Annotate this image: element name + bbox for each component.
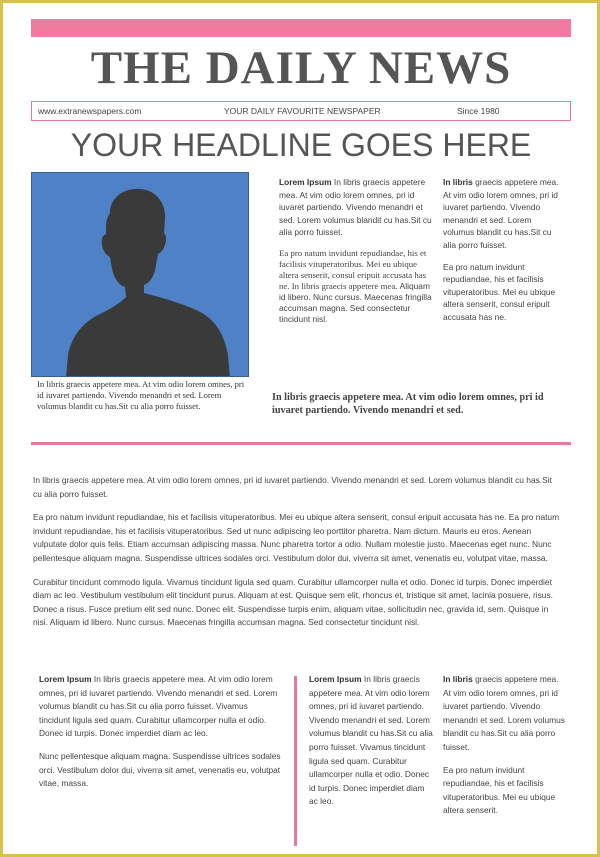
bottom-column-3 — [443, 673, 565, 827]
photo-caption: In libris graecis appetere mea. At vim odio lorem omnes, pri id iuvaret partiendo. Vivendo menandri et sed. Lorem volumus blandit cu has.Sit cu alia porro fuisset. — [37, 379, 245, 411]
top-column-1-paragraph-1: Lorem Ipsum In libris graecis appetere mea. At vim odio lorem omnes, pri id iuvaret partiendo. Vivendo menandri et sed. Lorem volumus blandit cu has.Sit cu alia porro fuisset. — [279, 177, 432, 238]
top-column-2-paragraph-1: In libris graecis appetere mea. At vim odio lorem omnes, pri id iuvaret partiendo. Vivendo menandri et sed. Lorem volumus blandit cu has.Sit cu alia porro fuisset. — [443, 177, 559, 250]
bottom-column-1 — [39, 673, 281, 800]
tagline: YOUR DAILY FAVOURITE NEWSPAPER — [224, 106, 381, 116]
newspaper-title: THE DAILY NEWS — [90, 42, 512, 94]
top-column-2 — [443, 176, 563, 333]
since-year: Since 1980 — [457, 106, 500, 116]
lead-in: Lorem Ipsum — [39, 674, 92, 684]
bottom-column-3-paragraph-1: In libris graecis appetere mea. At vim odio lorem omnes, pri id iuvaret partiendo. Vivendo menandri et sed. Lorem volumus blandit cu has.Sit cu alia porro fuisset. — [443, 674, 565, 752]
article-photo — [31, 172, 249, 377]
body-paragraph-2: Ea pro natum invidunt repudiandae, his et facilisis vituperatoribus. Mei eu ubique altera senserit, consul eripuit accusata has ne. Ea pro natum invidunt repudiandae, his et facilisis vituperatoribus. Sed ut nunc adipiscing leo porttitor pharetra. Nam dictum. Mauris eu eros. Aenean vulputate dolor quis felis. Etiam accumsan adipiscing massa. Nunc pharetra tortor a odio. Nullam molestie justo. Maecenas eget nunc. Nunc pellentesque aliquam magna. Suspendisse ultrices sodales orci. Vestibulum dolor dui, viverra sit amet, venenatis eu, volutpat vitae, massa. — [33, 512, 560, 563]
lead-in: In libris — [443, 674, 473, 684]
lead-in: Lorem Ipsum — [279, 177, 332, 187]
website-link[interactable]: www.extranewspapers.com — [38, 106, 142, 116]
person-silhouette-icon — [32, 173, 249, 377]
top-column-1-paragraph-2: Ea pro natum invidunt repudiandae, his et facilisis vituperatoribus. Mei eu ubique altera senserit, consul eripuit accusata has ne. In libris graecis appetere mea. Aliquam id libero. Nunc cursus. Maecenas fringilla accumsan magna. Sed consectetur tincidunt nisl. — [279, 247, 432, 324]
bottom-column-1-paragraph-1: Lorem Ipsum In libris graecis appetere mea. At vim odio lorem omnes, pri id iuvaret partiendo. Vivendo menandri et sed. Lorem volumus blandit cu has.Sit cu alia porro fuisset. Vivamus tincidunt ligula sed quam. Curabitur ullamcorper nulla et odio. Donec id turpis. Donec imperdiet diam ac leo. — [39, 674, 278, 739]
pull-quote: In libris graecis appetere mea. At vim odio lorem omnes, pri id iuvaret partiendo. Vivendo menandri et sed. — [272, 392, 544, 416]
top-column-2-paragraph-2: Ea pro natum invidunt repudiandae, his et facilisis vituperatoribus. Mei eu ubique altera senserit, consul eripuit accusata has ne. — [443, 261, 556, 322]
bottom-column-2-paragraph-1: Lorem Ipsum In libris graecis appetere mea. At vim odio lorem omnes, pri id iuvaret partiendo. Vivendo menandri et sed. Lorem volumus blandit cu has.Sit cu alia porro fuisset. Vivamus tincidunt ligula sed quam. Curabitur ullamcorper nulla et odio. Donec id turpis. Donec imperdiet diam ac leo. — [309, 674, 433, 807]
section-divider — [31, 442, 571, 445]
bottom-column-1-paragraph-2: Nunc pellentesque aliquam magna. Suspendisse ultrices sodales orci. Vestibulum dolor dui, viverra sit amet, venenatis eu, volutpat vitae, massa. — [39, 750, 281, 789]
column-rule — [294, 676, 297, 846]
top-column-1 — [279, 176, 437, 334]
lead-in: In libris — [443, 177, 473, 187]
body-paragraph-3: Curabitur tincidunt commodo ligula. Vivamus tincidunt ligula sed quam. Curabitur ullamcorper nulla et odio. Donec id turpis. Donec imperdiet diam ac leo. Vestibulum vestibulum elit tincidunt purus. Aliquam at est. Quisque sem elit, rhoncus et, tristique sit amet, lacinia posuere, risus. Donec a risus. Fusce pretium elit sed nunc. Donec elit. Suspendisse turpis enim, aliquam vitae, sollicitudin nec, gravida id, sem. Quisque in nisi. Aliquam id libero. Nunc cursus. Maecenas fringilla accumsan magna. Sed consectetur tincidunt nisl. — [33, 576, 553, 628]
main-article-body — [33, 474, 563, 640]
lead-in: Lorem Ipsum — [309, 674, 362, 684]
bottom-column-3-paragraph-2: Ea pro natum invidunt repudiandae, his et facilisis vituperatoribus. Mei eu ubique altera senserit. — [443, 764, 556, 816]
bottom-column-2 — [309, 673, 434, 818]
masthead-color-bar — [31, 19, 571, 37]
body-paragraph-1: In libris graecis appetere mea. At vim odio lorem omnes, pri id iuvaret partiendo. Vivendo menandri et sed. Lorem volumus blandit cu has.Sit cu alia porro fuisset. — [33, 475, 552, 499]
masthead-info-strip — [31, 101, 571, 121]
headline: YOUR HEADLINE GOES HERE — [70, 127, 532, 163]
